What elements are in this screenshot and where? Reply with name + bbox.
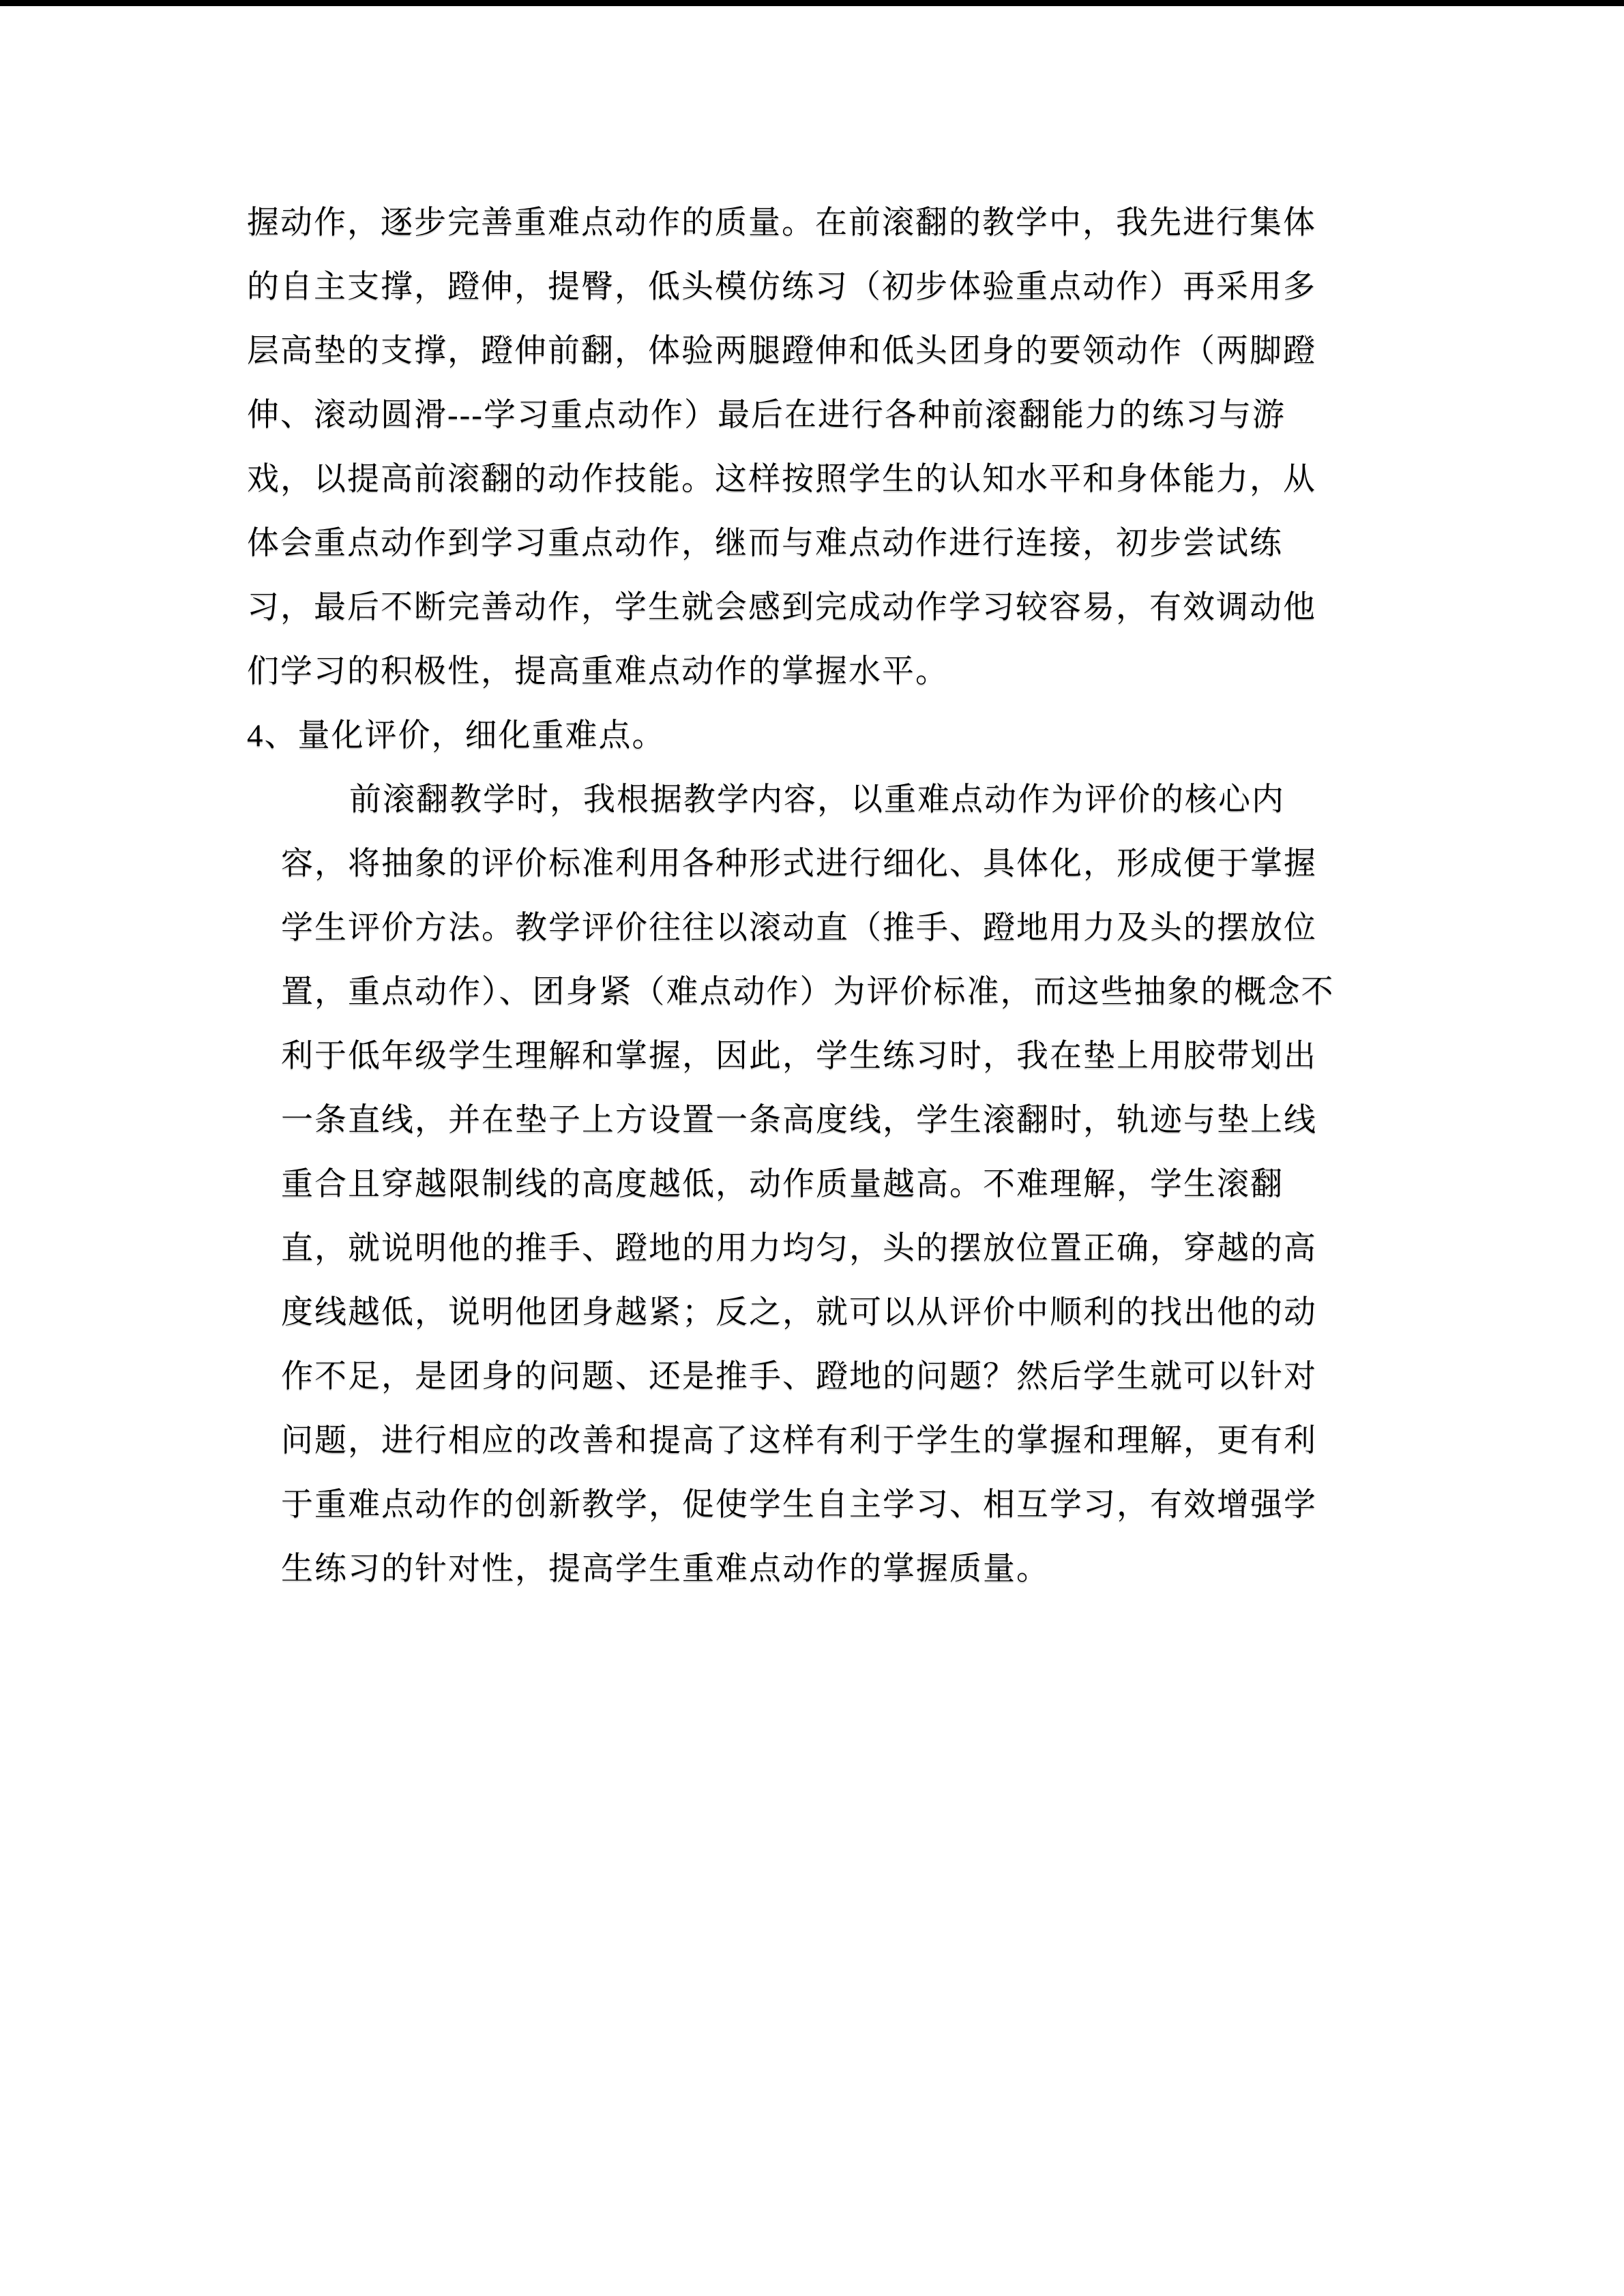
text-line: 前滚翻教学时，我根据教学内容，以重难点动作为评价的核心内 [349, 782, 1285, 818]
paragraph-1 [247, 191, 1379, 704]
text-line: 于重难点动作的创新教学，促使学生自主学习、相互学习，有效增强学 [281, 1487, 1317, 1523]
text-line: 伸、滚动圆滑---学习重点动作）最后在进行各种前滚翻能力的练习与游 [247, 398, 1286, 433]
text-line: 习，最后不断完善动作，学生就会感到完成动作学习较容易，有效调动他 [247, 590, 1316, 625]
text-line: 们学习的积极性，提高重难点动作的掌握水平。 [247, 654, 949, 689]
text-line: 的自主支撑，蹬伸，提臀，低头模仿练习（初步体验重点动作）再采用多 [247, 269, 1316, 305]
text-line: 利于低年级学生理解和掌握，因此，学生练习时，我在垫上用胶带划出 [281, 1039, 1317, 1074]
text-line: 学生评价方法。教学评价往往以滚动直（推手、蹬地用力及头的摆放位 [281, 910, 1317, 946]
section-heading: 4、量化评价，细化重难点。 [247, 718, 666, 754]
text-line: 层高垫的支撑，蹬伸前翻，体验两腿蹬伸和低头团身的要领动作（两脚蹬 [247, 333, 1316, 369]
text-line: 度线越低，说明他团身越紧；反之，就可以从评价中顺利的找出他的动 [281, 1295, 1317, 1330]
text-line: 问题，进行相应的改善和提高了这样有利于学生的掌握和理解，更有利 [281, 1423, 1317, 1459]
text-line: 作不足，是团身的问题、还是推手、蹬地的问题？然后学生就可以针对 [281, 1359, 1317, 1395]
text-line: 容，将抽象的评价标准利用各种形式进行细化、具体化，形成便于掌握 [281, 846, 1317, 882]
text-line: 生练习的针对性，提高学生重难点动作的掌握质量。 [281, 1551, 1050, 1587]
text-line: 戏，以提高前滚翻的动作技能。这样按照学生的认知水平和身体能力，从 [247, 462, 1316, 497]
paragraph-2 [247, 768, 1379, 1601]
text-line: 握动作，逐步完善重难点动作的质量。在前滚翻的教学中，我先进行集体 [247, 205, 1316, 241]
text-line: 体会重点动作到学习重点动作，继而与难点动作进行连接，初步尝试练 [247, 526, 1283, 561]
text-line: 置，重点动作）、团身紧（难点动作）为评价标准，而这些抽象的概念不 [281, 974, 1335, 1010]
document-text-block [247, 191, 1379, 1601]
text-line: 一条直线，并在垫子上方设置一条高度线，学生滚翻时，轨迹与垫上线 [281, 1103, 1317, 1138]
text-line: 直，就说明他的推手、蹬地的用力均匀，头的摆放位置正确，穿越的高 [281, 1231, 1317, 1266]
scan-edge-bar [0, 0, 1624, 6]
text-line: 重合且穿越限制线的高度越低，动作质量越高。不难理解，学生滚翻 [281, 1167, 1284, 1202]
